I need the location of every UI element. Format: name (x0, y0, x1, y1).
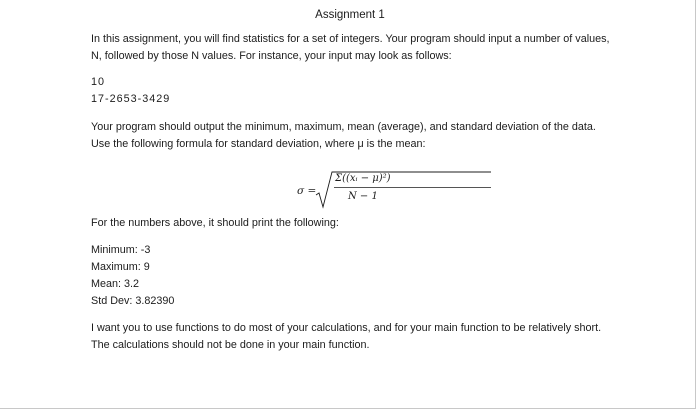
input-line-values: 17-2653-3429 (91, 93, 171, 105)
print-paragraph: For the numbers above, it should print the following: (91, 217, 339, 229)
sample-input (91, 74, 611, 108)
output-paragraph: Your program should output the minimum, maximum, mean (average), and standard deviation of the data. Use the following formula for standard deviation, where μ is the mean: (91, 121, 596, 150)
closing-paragraph: I want you to use functions to do most of your calculations, and for your main function to be relatively short. The calculations should not be done in your main function. (91, 322, 602, 351)
intro-paragraph: In this assignment, you will find statistics for a set of integers. Your program should input a number of values, N, followed by those N values. For instance, your input may look as follows: (91, 33, 610, 62)
output-maximum: Maximum: 9 (91, 261, 150, 273)
formula-denominator: N − 1 (348, 191, 378, 202)
output-minimum: Minimum: -3 (91, 244, 151, 256)
document-title: Assignment 1 (315, 9, 385, 21)
output-std-dev: Std Dev: 3.82390 (91, 295, 175, 307)
document-body (91, 31, 611, 354)
std-dev-formula (91, 171, 611, 209)
output-mean: Mean: 3.2 (91, 278, 140, 290)
input-line-count: 10 (91, 76, 106, 88)
formula-numerator: Σ((xᵢ − μ)²) (335, 173, 391, 184)
sample-output (91, 242, 611, 310)
formula-lhs: σ = (297, 185, 317, 197)
